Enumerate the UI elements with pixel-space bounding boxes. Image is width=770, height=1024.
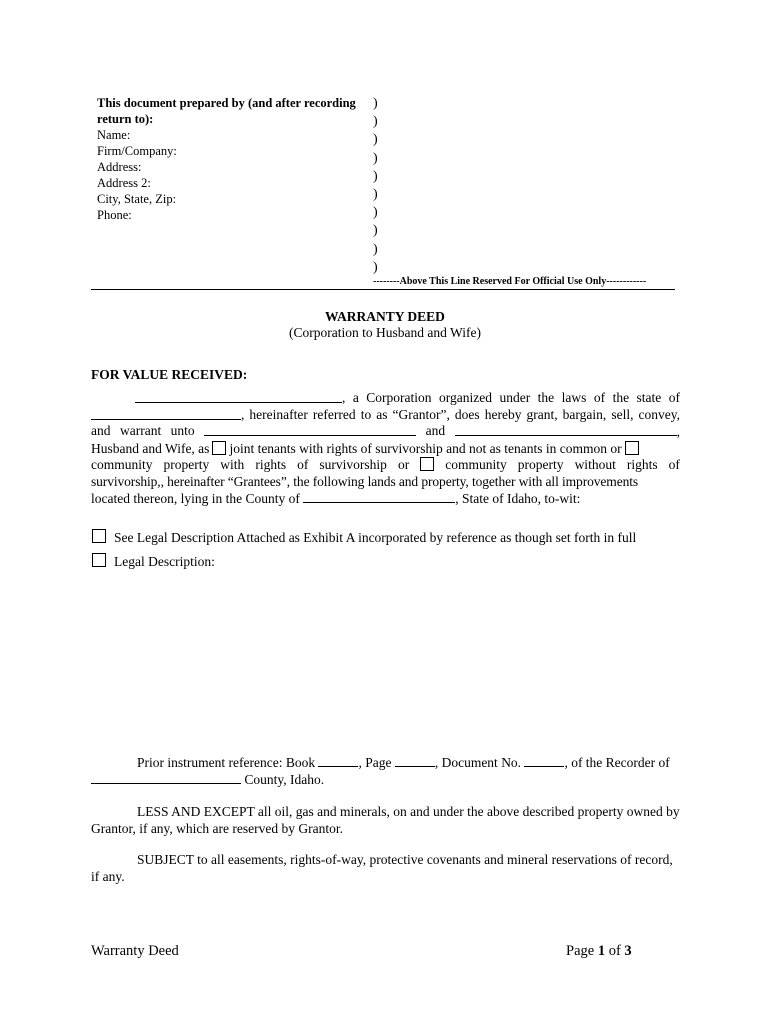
document-title: WARRANTY DEED	[325, 309, 445, 324]
preparer-heading-2: return to):	[97, 112, 154, 126]
page-word: Page	[566, 943, 595, 959]
joint-tenants-checkbox[interactable]	[212, 441, 226, 455]
reserved-line-text: --------Above This Line Reserved For Official Use Only------------	[373, 276, 647, 287]
exhibit-label: See Legal Description Attached as Exhibit A incorporated by reference as though set forth in full	[114, 530, 637, 545]
of-word: of	[608, 943, 621, 959]
page-blank[interactable]	[395, 754, 435, 767]
state-blank[interactable]	[91, 407, 241, 420]
legal-description-checkbox[interactable]	[92, 553, 106, 567]
grant-text-4a: Husband and Wife, as	[91, 440, 210, 456]
grant-word: survivorship	[319, 457, 387, 472]
grant-text-3-comma: ,	[676, 424, 680, 439]
prior-text-c: , Document No.	[434, 755, 522, 770]
divider	[91, 289, 675, 290]
exhibit-checkbox[interactable]	[92, 529, 106, 543]
grant-word: of	[297, 457, 309, 472]
grant-word: with	[220, 457, 245, 472]
grant-word: community	[445, 457, 507, 472]
prior-text-d: , of the Recorder of	[564, 755, 670, 770]
footer-title: Warranty Deed	[91, 943, 179, 959]
less-and-except-paragraph	[91, 803, 680, 837]
grant-paragraph	[91, 390, 680, 508]
grant-text-2: , hereinafter referred to as “Grantor”, does hereby grant, bargain, sell, convey,	[241, 406, 680, 422]
prior-text-e: County, Idaho.	[244, 772, 325, 787]
grantee-1-blank[interactable]	[204, 423, 416, 436]
grant-line-4	[91, 441, 680, 458]
field-city-state-zip: City, State, Zip:	[97, 192, 177, 206]
grant-line-3	[91, 423, 680, 441]
community-property-survivorship-checkbox[interactable]	[625, 441, 639, 455]
paren: )	[373, 114, 378, 130]
grant-text-1: , a Corporation organized under the laws of the state of	[342, 390, 680, 405]
subject-to-paragraph	[91, 851, 680, 885]
paren: )	[373, 96, 378, 111]
grant-text-3b: warrant	[119, 423, 162, 438]
page-total: 3	[624, 943, 632, 959]
grant-text-7b: , State of Idaho, to-wit:	[455, 491, 581, 506]
book-blank[interactable]	[318, 754, 358, 767]
for-value-received: FOR VALUE RECEIVED:	[91, 367, 248, 382]
grant-word: rights	[255, 457, 287, 472]
grant-text-7a: located thereon, lying in the County of	[91, 491, 300, 506]
prior-text-b: , Page	[358, 755, 392, 770]
document-no-blank[interactable]	[524, 754, 564, 767]
grant-line-1	[91, 390, 680, 407]
legal-description-option	[91, 553, 215, 570]
grantee-2-blank[interactable]	[455, 423, 677, 436]
grant-word: property	[163, 457, 210, 472]
less-and-except-text: LESS AND EXCEPT all oil, gas and minerals, on and under the above described property owned by Grantor, if any, which are reserved by Grantor.	[91, 804, 680, 836]
county-blank[interactable]	[303, 490, 455, 503]
community-property-no-survivorship-checkbox[interactable]	[420, 457, 434, 471]
legal-description-label: Legal Description:	[114, 554, 215, 569]
preparer-block	[97, 95, 356, 223]
grant-text-3a: and	[91, 423, 111, 438]
grant-word: of	[668, 457, 680, 472]
grant-line-7	[91, 490, 680, 508]
field-phone: Phone:	[97, 208, 132, 222]
paren: )	[373, 132, 378, 148]
grant-word: community	[91, 457, 153, 472]
grant-line-6: survivorship,, hereinafter “Grantees”, the following lands and property, together with all improvements	[91, 473, 639, 489]
grant-line-2	[91, 407, 680, 424]
paren: )	[373, 241, 378, 257]
field-address2: Address 2:	[97, 176, 151, 190]
prior-text-a: Prior instrument reference: Book	[137, 755, 316, 770]
grant-word: rights	[626, 457, 658, 472]
field-firm: Firm/Company:	[97, 144, 177, 158]
exhibit-option	[91, 529, 636, 546]
field-name: Name:	[97, 128, 131, 142]
grant-text-4b: joint tenants with rights of survivorship and not as tenants in common or	[229, 440, 622, 456]
grant-line-5	[91, 457, 680, 474]
paren: )	[373, 259, 378, 275]
paren: )	[373, 168, 378, 184]
grant-word: property	[517, 457, 564, 472]
paren: )	[373, 187, 378, 203]
paren: )	[373, 223, 378, 239]
paren: )	[373, 205, 378, 221]
grant-text-3c: unto	[170, 423, 195, 438]
recorder-county-blank[interactable]	[91, 771, 241, 784]
prior-instrument-paragraph	[91, 754, 680, 788]
grantor-name-blank[interactable]	[135, 390, 342, 403]
grant-word: or	[397, 457, 410, 472]
grant-word: without	[574, 457, 616, 472]
page-indicator	[566, 943, 632, 960]
grant-text-3-and: and	[425, 423, 446, 438]
page-number: 1	[597, 943, 606, 959]
field-address: Address:	[97, 160, 142, 174]
paren-column	[373, 95, 378, 277]
document-subtitle: (Corporation to Husband and Wife)	[289, 325, 481, 340]
preparer-heading-1: This document prepared by (and after recording	[97, 96, 356, 110]
subject-to-text: SUBJECT to all easements, rights-of-way, protective covenants and mineral reservations of record, if any.	[91, 852, 673, 884]
paren: )	[373, 150, 378, 166]
